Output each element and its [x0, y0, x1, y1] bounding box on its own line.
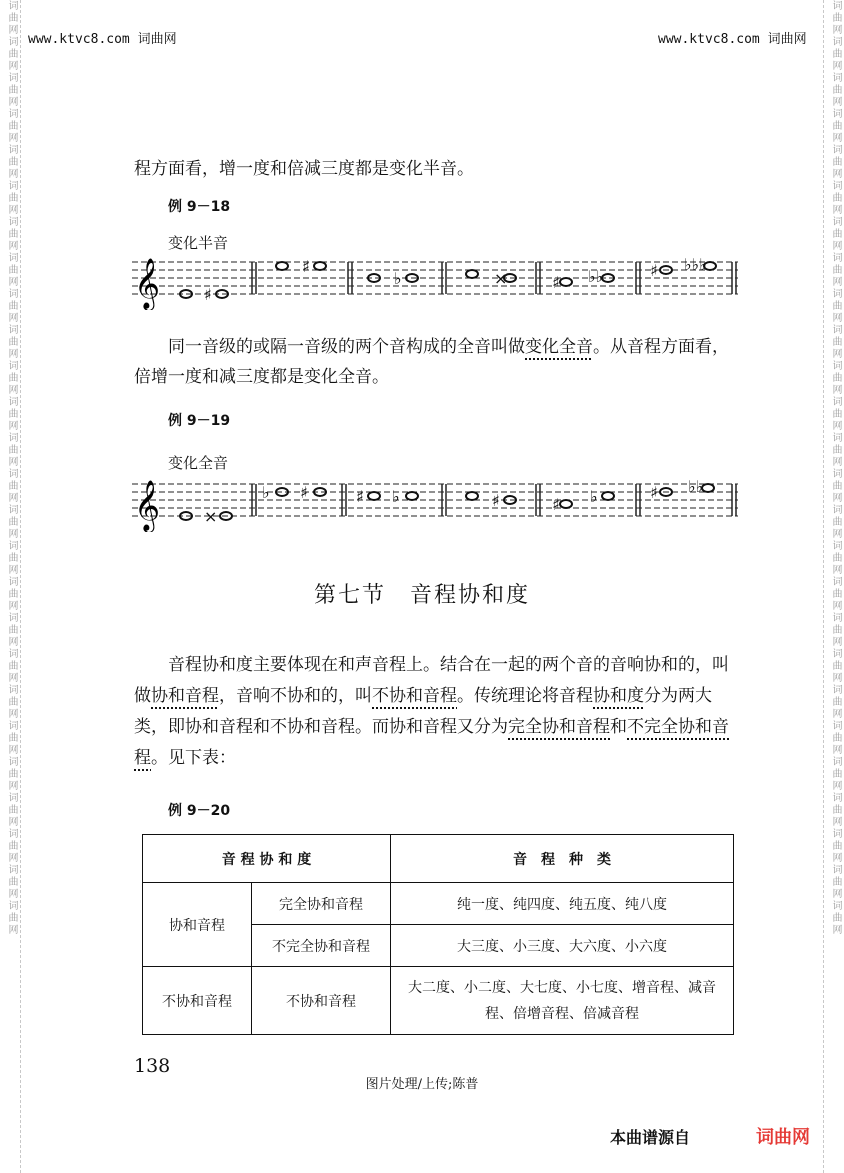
svg-text:♭♭: ♭♭	[588, 267, 604, 286]
svg-text:♭: ♭	[590, 487, 598, 506]
svg-text:♯: ♯	[492, 491, 500, 510]
svg-text:♯: ♯	[552, 495, 560, 514]
site-watermark-left: www.ktvc8.com 词曲网	[28, 32, 177, 47]
treble-clef-icon: 𝄞	[134, 258, 161, 309]
table-header-types: 音 程 种 类	[390, 835, 733, 883]
svg-text:♯: ♯	[552, 273, 560, 292]
svg-text:♯: ♯	[302, 257, 310, 276]
svg-text:♯: ♯	[650, 483, 658, 502]
table-row	[143, 967, 734, 1035]
table-cell-dissonant-type: 不协和音程	[252, 967, 391, 1035]
svg-text:♭♭♭: ♭♭♭	[684, 255, 707, 274]
svg-text:♭: ♭	[262, 483, 270, 502]
treble-clef-icon: 𝄞	[134, 480, 161, 531]
svg-text:♭: ♭	[394, 269, 402, 288]
table-cell-perfect-intervals: 纯一度、纯四度、纯五度、纯八度	[390, 883, 733, 925]
source-label: 本曲谱源自	[610, 1128, 691, 1147]
svg-text:♯: ♯	[650, 261, 658, 280]
paragraph-3: 音程协和度主要体现在和声音程上。结合在一起的两个音的音响协和的，叫做协和音程，音响不协和的，叫不协和音程。传统理论将音程协和度分为两大类，即协和音程和不协和音程。而协和音程又分为完全协和音程和不完全协和音程。见下表：	[134, 655, 729, 768]
paragraph-2: 同一音级的或隔一音级的两个音构成的全音叫做变化全音。从音程方面看，倍增一度和减三度都是变化全音。	[134, 337, 729, 387]
consonance-table	[142, 834, 734, 1035]
music-staff-9-18	[128, 248, 744, 310]
table-header-consonance: 音 程 协 和 度	[143, 835, 391, 883]
example-label-9-20: 例 9－20	[168, 803, 231, 819]
svg-text:♭: ♭	[392, 487, 400, 506]
left-watermark: 词曲网词曲网词曲网词曲网词曲网词曲网词曲网词曲网词曲网词曲网词曲网词曲网词曲网词曲网词曲网词曲网词曲网词曲网词曲网词曲网词曲网词曲网词曲网词曲网词曲网词曲网	[6, 0, 17, 936]
svg-text:×: ×	[494, 269, 508, 288]
right-watermark: 词曲网词曲网词曲网词曲网词曲网词曲网词曲网词曲网词曲网词曲网词曲网词曲网词曲网词曲网词曲网词曲网词曲网词曲网词曲网词曲网词曲网词曲网词曲网词曲网词曲网词曲网	[830, 0, 841, 936]
svg-text:♭♭: ♭♭	[688, 477, 704, 496]
example-label-9-18: 例 9－18	[168, 199, 231, 215]
table-cell-dissonant-intervals: 大二度、小二度、大七度、小七度、增音程、减音程、倍增音程、倍减音程	[390, 967, 733, 1035]
upload-credit: 图片处理/上传;陈普	[365, 1077, 479, 1092]
page-number: 138	[134, 1055, 171, 1077]
example-label-9-19: 例 9－19	[168, 413, 231, 429]
site-logo[interactable]: 词曲网	[756, 1127, 810, 1148]
site-watermark-right: www.ktvc8.com 词曲网	[658, 32, 807, 47]
table-cell-dissonant: 不协和音程	[143, 967, 252, 1035]
table-header-row	[143, 835, 734, 883]
music-staff-9-19	[128, 470, 744, 532]
paragraph-1: 程方面看，增一度和倍减三度都是变化半音。	[134, 159, 474, 179]
section-title: 第七节 音程协和度	[313, 583, 530, 608]
table-row	[143, 883, 734, 925]
svg-text:×: ×	[204, 507, 218, 526]
svg-text:♯: ♯	[356, 487, 364, 506]
table-cell-imperfect-consonant: 不完全协和音程	[252, 925, 391, 967]
staff-title-9-18: 变化半音	[168, 234, 229, 252]
svg-text:♯: ♯	[204, 285, 212, 304]
table-cell-consonant: 协和音程	[143, 883, 252, 967]
staff-title-9-19: 变化全音	[168, 454, 229, 472]
table-cell-imperfect-intervals: 大三度、小三度、大六度、小六度	[390, 925, 733, 967]
svg-text:♯: ♯	[300, 483, 308, 502]
table-cell-perfect-consonant: 完全协和音程	[252, 883, 391, 925]
